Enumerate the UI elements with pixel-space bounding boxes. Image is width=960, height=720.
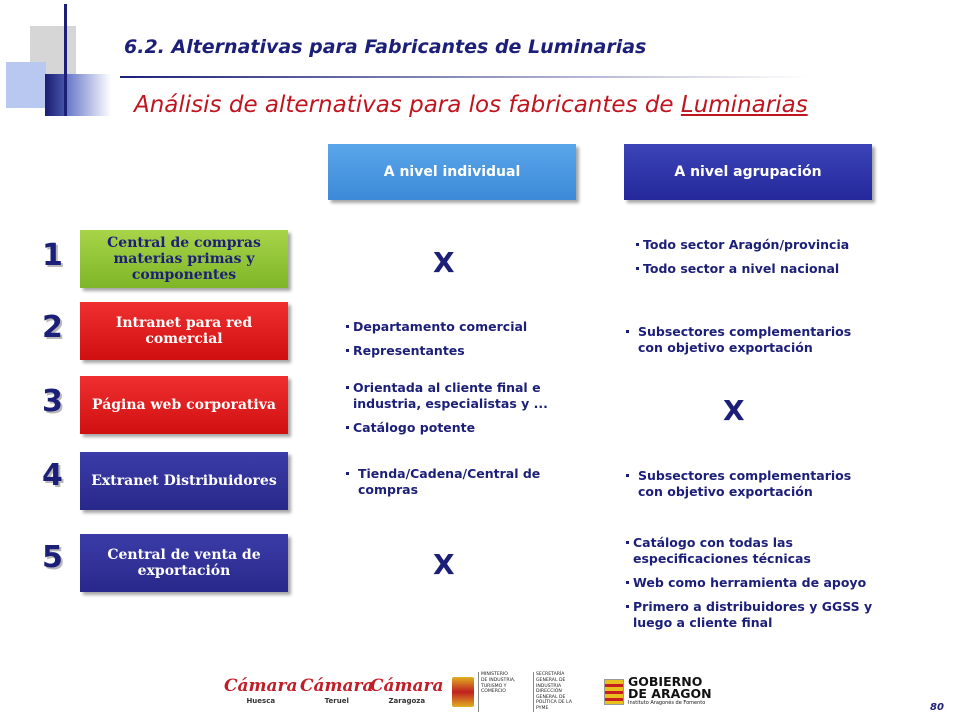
x-mark-row1-individual: X bbox=[433, 246, 455, 279]
row-number-2: 2 bbox=[42, 310, 63, 345]
list-item: Todo sector a nivel nacional bbox=[636, 261, 876, 277]
decorative-vertical-line bbox=[64, 4, 67, 116]
main-title-underlined: Luminarias bbox=[680, 92, 808, 118]
row4-agrupacion-list bbox=[626, 468, 876, 508]
column-header-individual: A nivel individual bbox=[328, 144, 576, 200]
row-number-4: 4 bbox=[42, 458, 63, 493]
row-number-3: 3 bbox=[42, 384, 63, 419]
list-item: Tienda/Cadena/Central de compras bbox=[346, 466, 572, 498]
decorative-square-blue bbox=[6, 62, 46, 108]
row4-individual-list bbox=[346, 466, 572, 506]
list-item: Primero a distribuidores y GGSS y luego a cliente final bbox=[626, 599, 890, 631]
ministerio-line: DIRECCIÓN GENERAL DE bbox=[536, 689, 566, 700]
ministerio-logo bbox=[452, 672, 588, 711]
main-title bbox=[134, 92, 808, 118]
row-label-3: Página web corporativa bbox=[80, 376, 288, 434]
ministerio-line: MINISTERIO bbox=[481, 672, 508, 678]
row3-individual-list bbox=[346, 380, 572, 444]
row-label-4: Extranet Distribuidores bbox=[80, 452, 288, 510]
row-number-1: 1 bbox=[42, 238, 63, 273]
ministerio-text-left bbox=[478, 672, 529, 711]
camara-zaragoza-logo bbox=[370, 676, 444, 705]
row-label-2: Intranet para red comercial bbox=[80, 302, 288, 360]
row1-agrupacion-list bbox=[636, 237, 876, 285]
row5-agrupacion-list bbox=[626, 535, 890, 639]
ministerio-line: SECRETARÍA GENERAL DE bbox=[536, 672, 566, 684]
ministerio-line: INDUSTRIA bbox=[536, 683, 562, 689]
x-mark-row5-individual: X bbox=[433, 548, 455, 581]
row-label-1: Central de compras materias primas y componentes bbox=[80, 230, 288, 288]
decorative-square-fade bbox=[67, 74, 111, 116]
main-title-prefix: Análisis de alternativas para los fabricantes de bbox=[134, 92, 681, 118]
camara-city: Teruel bbox=[324, 697, 349, 705]
ministerio-line: POLÍTICA DE LA PYME bbox=[536, 700, 572, 711]
list-item: Subsectores complementarios con objetivo exportación bbox=[626, 468, 876, 500]
x-mark-row3-agrupacion: X bbox=[723, 394, 745, 427]
camara-city: Huesca bbox=[246, 697, 276, 705]
row2-individual-list bbox=[346, 319, 576, 367]
gobierno-line2: DE ARAGON bbox=[628, 686, 712, 701]
list-item: Catálogo potente bbox=[346, 420, 572, 436]
list-item: Departamento comercial bbox=[346, 319, 576, 335]
list-item: Catálogo con todas las especificaciones técnicas bbox=[626, 535, 890, 567]
list-item: Subsectores complementarios con objetivo exportación bbox=[626, 324, 876, 356]
gobierno-line1: GOBIERNO bbox=[628, 674, 703, 689]
decorative-horizontal-line bbox=[120, 76, 810, 78]
page-number: 80 bbox=[930, 702, 944, 713]
ministerio-line: TURISMO Y bbox=[481, 683, 507, 689]
list-item: Orientada al cliente final e industria, especialistas y ... bbox=[346, 380, 572, 412]
camara-teruel-logo bbox=[300, 676, 374, 705]
gobierno-aragon-logo bbox=[604, 676, 712, 707]
camara-city: Zaragoza bbox=[388, 697, 426, 705]
coat-of-arms-icon bbox=[452, 677, 474, 707]
camara-word: Cámara bbox=[300, 676, 374, 696]
list-item: Todo sector Aragón/provincia bbox=[636, 237, 876, 253]
gobierno-subtitle: Instituto Aragonés de Fomento bbox=[628, 700, 706, 706]
row2-agrupacion-list bbox=[626, 324, 876, 364]
camara-word: Cámara bbox=[224, 676, 298, 696]
section-title: 6.2. Alternativas para Fabricantes de Luminarias bbox=[124, 36, 647, 58]
aragon-flag-icon bbox=[604, 679, 624, 705]
camara-huesca-logo bbox=[224, 676, 298, 705]
list-item: Web como herramienta de apoyo bbox=[626, 575, 890, 591]
camara-word: Cámara bbox=[370, 676, 444, 696]
column-header-agrupacion: A nivel agrupación bbox=[624, 144, 872, 200]
ministerio-text-right bbox=[533, 672, 584, 711]
row-number-5: 5 bbox=[42, 540, 63, 575]
row-label-5: Central de venta de exportación bbox=[80, 534, 288, 592]
ministerio-line: DE INDUSTRIA, bbox=[481, 678, 516, 684]
list-item: Representantes bbox=[346, 343, 576, 359]
ministerio-line: COMERCIO bbox=[481, 689, 506, 695]
